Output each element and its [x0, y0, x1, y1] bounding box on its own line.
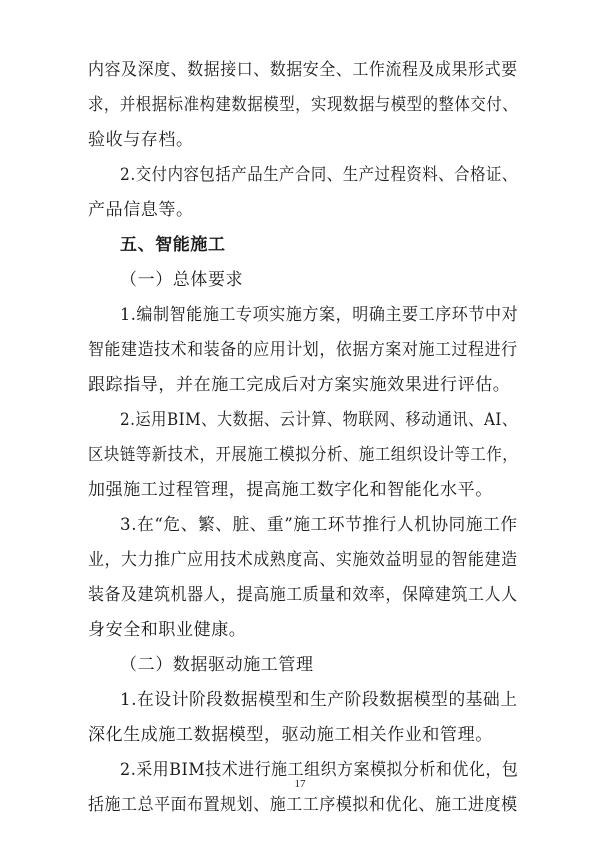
text-line: 1.在设计阶段数据模型和生产阶段数据模型的基础上	[120, 690, 518, 710]
subsection-heading: （二）数据驱动施工管理	[120, 655, 314, 675]
text-line: 2.运用BIM、大数据、云计算、物联网、移动通讯、AI、	[120, 410, 518, 430]
text-line: 装备及建筑机器人，提高施工质量和效率，保障建筑工人人	[88, 585, 518, 605]
text-line: 身安全和职业健康。	[88, 620, 247, 640]
page-number: 17	[294, 778, 306, 790]
text-line: 求，并根据标准构建数据模型，实现数据与模型的整体交付、	[88, 95, 519, 115]
text-line: 智能建造技术和装备的应用计划，依据方案对施工过程进行	[88, 340, 518, 360]
text-line: 加强施工过程管理，提高施工数字化和智能化水平。	[88, 480, 493, 500]
text-line: 1.编制智能施工专项实施方案，明确主要工序环节中对	[120, 305, 519, 325]
text-line: 括施工总平面布置规划、施工工序模拟和优化、施工进度模	[88, 795, 518, 815]
text-line: 产品信息等。	[88, 200, 194, 220]
text-line: 内容及深度、数据接口、数据安全、工作流程及成果形式要	[88, 60, 518, 80]
text-line: 验收与存档。	[88, 130, 194, 150]
text-line: 3.在“危、繁、脏、重”施工环节推行人机协同施工作	[120, 515, 518, 535]
section-heading: 五、智能施工	[120, 235, 226, 255]
text-line: 跟踪指导，并在施工完成后对方案实施效果进行评估。	[88, 375, 511, 395]
text-line: 2.交付内容包括产品生产合同、生产过程资料、合格证、	[120, 165, 518, 185]
text-line: 区块链等新技术，开展施工模拟分析、施工组织设计等工作，	[88, 445, 519, 465]
text-line: 业，大力推广应用技术成熟度高、实施效益明显的智能建造	[88, 550, 518, 570]
text-line: 2.采用BIM技术进行施工组织方案模拟分析和优化，包	[120, 760, 519, 780]
subsection-heading: （一）总体要求	[120, 270, 244, 290]
text-line: 深化生成施工数据模型，驱动施工相关作业和管理。	[88, 725, 493, 745]
